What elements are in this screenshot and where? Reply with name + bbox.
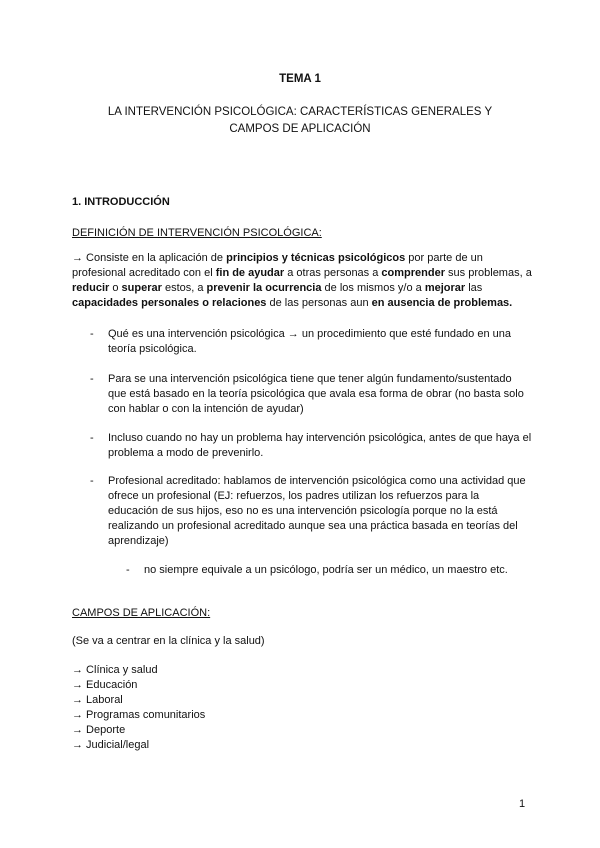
intro-bold: fin de ayudar xyxy=(215,267,285,279)
bullet-text: Incluso cuando no hay un problema hay intervención psicológica, antes de que haya el problema a modo de prevenirlo. xyxy=(108,432,532,459)
list-item: → Educación xyxy=(72,679,138,691)
intro-text: de los mismos y/o a xyxy=(321,282,425,294)
intro-text: sus problemas, a xyxy=(445,267,532,279)
list-item: → Programas comunitarios xyxy=(72,709,206,721)
intro-bold: mejorar xyxy=(424,282,466,294)
intro-bold: reducir xyxy=(72,282,110,294)
subtitle-line-2: CAMPOS DE APLICACIÓN xyxy=(229,123,371,135)
intro-bold: comprender xyxy=(381,267,445,279)
list-item: → Clínica y salud xyxy=(72,664,158,676)
subtitle-line-1: LA INTERVENCIÓN PSICOLÓGICA: CARACTERÍSTICAS GENERALES Y xyxy=(107,106,493,118)
document-subtitle xyxy=(60,104,540,138)
section-heading-introduccion: 1. INTRODUCCIÓN xyxy=(72,196,170,208)
intro-text: de las personas aun xyxy=(266,297,372,309)
sub-bullet-dash: - xyxy=(126,564,130,576)
bullet-text: Qué es una intervención psicológica → un procedimiento que esté fundado en una teoría psicológica. xyxy=(108,328,511,355)
list-item: → Laboral xyxy=(72,694,123,706)
campos-heading: CAMPOS DE APLICACIÓN: xyxy=(72,607,211,619)
intro-text: → Consiste en la aplicación de xyxy=(72,252,227,264)
intro-text: estos, a xyxy=(161,282,207,294)
bullet-dash: - xyxy=(90,475,94,487)
intro-bold: capacidades personales o relaciones xyxy=(72,297,267,309)
list-item: → Judicial/legal xyxy=(72,739,150,751)
definition-paragraph xyxy=(72,251,532,311)
intro-bold: en ausencia de problemas. xyxy=(371,297,513,309)
intro-text: las xyxy=(465,282,483,294)
intro-bold: principios y técnicas psicológicos xyxy=(226,252,406,264)
document-title: TEMA 1 xyxy=(279,73,321,85)
campos-list xyxy=(72,663,532,753)
campos-note: (Se va a centrar en la clínica y la salud) xyxy=(72,635,265,647)
intro-text: por parte de un profesional acreditado con el xyxy=(72,252,483,279)
intro-bold: superar xyxy=(121,282,162,294)
bullet-text: Profesional acreditado: hablamos de intervención psicológica como una actividad que ofrece un profesional (EJ: refuerzos, los padres utilizan los refuerzos para la educación de sus hijos, eso no es una intervención psicología porque no la está realizando un profesional acreditado aunque sea una práctica basada en teorías del aprendizaje) xyxy=(108,475,526,547)
intro-text: a otras personas a xyxy=(284,267,382,279)
intro-bold: prevenir la ocurrencia xyxy=(206,282,322,294)
bullet-dash: - xyxy=(90,432,94,444)
page-number: 1 xyxy=(519,798,526,810)
definition-heading: DEFINICIÓN DE INTERVENCIÓN PSICOLÓGICA: xyxy=(72,227,322,239)
intro-text: o xyxy=(109,282,122,294)
bullet-dash: - xyxy=(90,328,94,340)
bullet-text: Para se una intervención psicológica tiene que tener algún fundamento/sustentado que está basado en la teoría psicológica que avala esa forma de obrar (no basta solo con hablar o con la intención de ayudar) xyxy=(108,373,524,415)
bullet-dash: - xyxy=(90,373,94,385)
sub-bullet-text: no siempre equivale a un psicólogo, podría ser un médico, un maestro etc. xyxy=(144,564,508,576)
list-item: → Deporte xyxy=(72,724,126,736)
